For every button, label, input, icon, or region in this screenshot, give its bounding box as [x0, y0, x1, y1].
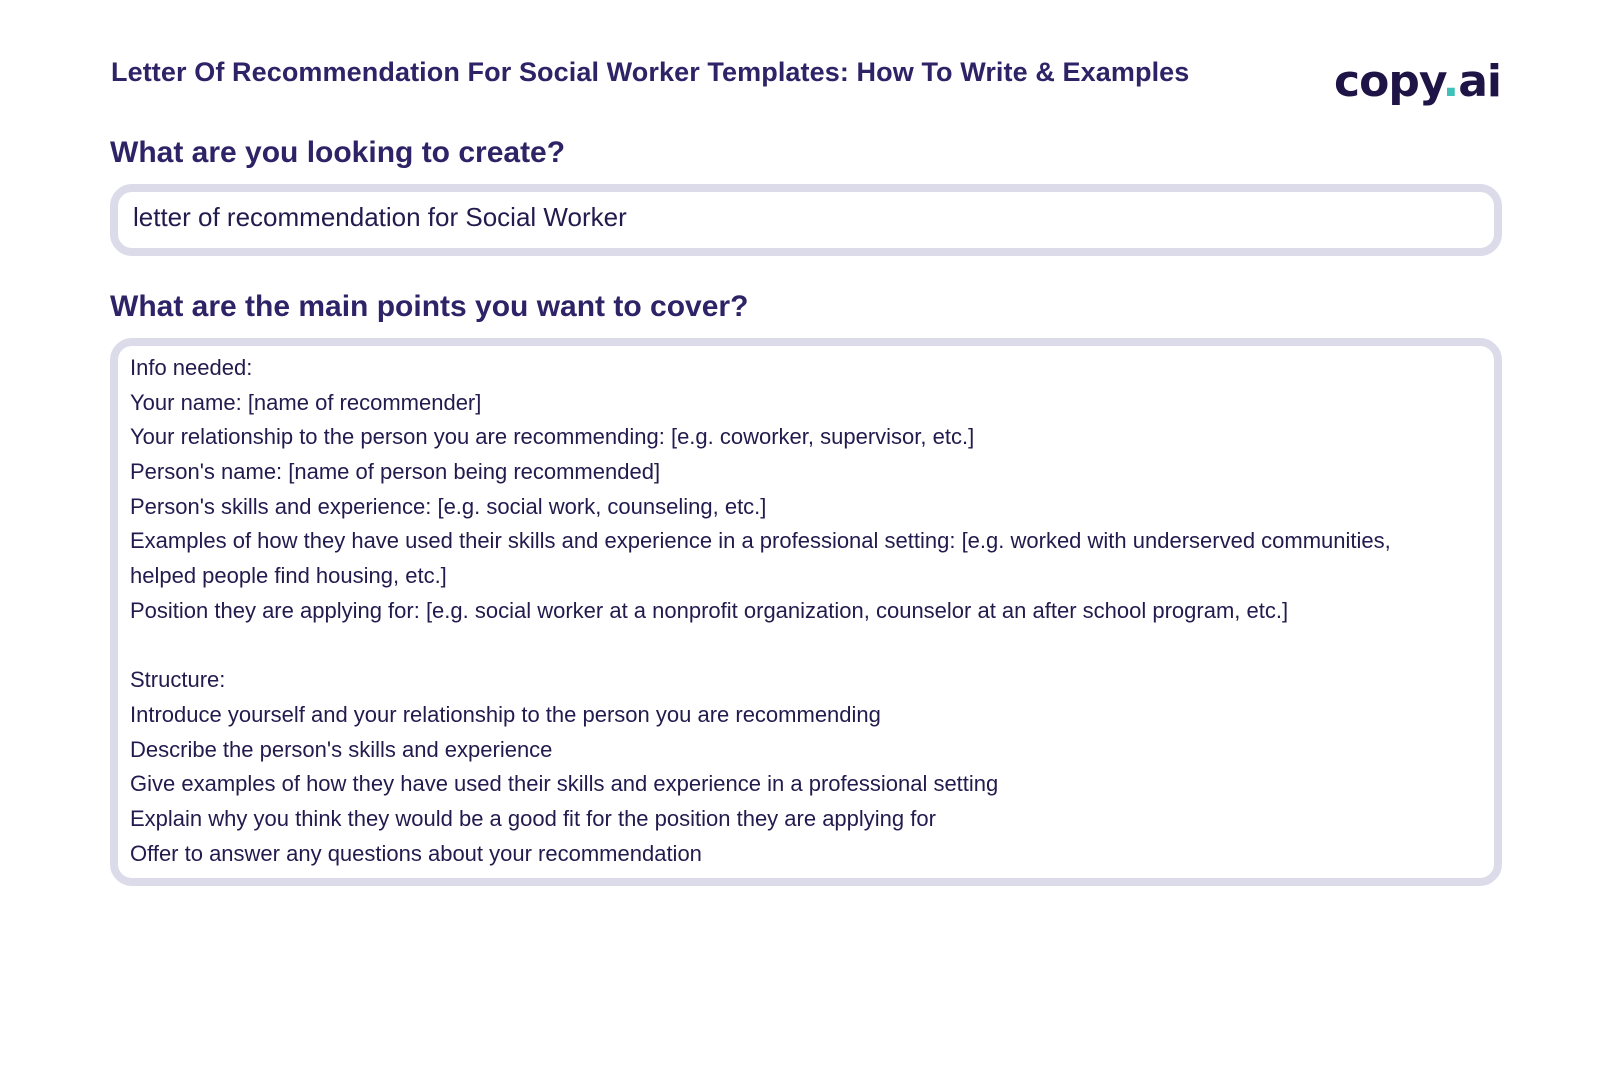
textarea-blank-line	[130, 629, 1474, 664]
textarea-line: Your relationship to the person you are recommending: [e.g. coworker, supervisor, etc.]	[130, 424, 975, 450]
logo-text-ai: ai	[1458, 56, 1501, 107]
logo-dot: .	[1442, 56, 1459, 107]
textarea-line: Your name: [name of recommender]	[130, 389, 482, 415]
textarea-line: Person's name: [name of person being recommended]	[130, 459, 661, 485]
textarea-line: Info needed:	[130, 355, 253, 380]
textarea-line: Give examples of how they have used their skills and experience in a professional setting	[130, 771, 999, 797]
header	[111, 52, 1501, 112]
textarea-line: Person's skills and experience: [e.g. social work, counseling, etc.]	[130, 493, 767, 519]
textarea-line: helped people find housing, etc.]	[130, 563, 447, 589]
textarea-line: Describe the person's skills and experience	[130, 736, 553, 762]
points-textarea-content	[130, 351, 1474, 871]
create-question-label: What are you looking to create?	[110, 136, 566, 169]
textarea-line: Position they are applying for: [e.g. social worker at a nonprofit organization, counselor at an after school program, etc.]	[130, 597, 1289, 623]
textarea-line: Offer to answer any questions about your recommendation	[130, 840, 702, 866]
textarea-line: Examples of how they have used their skills and experience in a professional setting: [e.g. worked with underserved communities,	[130, 528, 1391, 554]
page-title: Letter Of Recommendation For Social Worker Templates: How To Write & Examples	[111, 57, 1190, 87]
points-textarea[interactable]	[110, 338, 1502, 886]
textarea-line: Introduce yourself and your relationship to the person you are recommending	[130, 701, 881, 727]
points-question-label: What are the main points you want to cover?	[110, 290, 749, 323]
create-input[interactable]	[110, 184, 1502, 256]
copy-ai-logo[interactable]	[1334, 52, 1501, 112]
textarea-line: Explain why you think they would be a good fit for the position they are applying for	[130, 805, 936, 831]
textarea-line: Structure:	[130, 667, 226, 693]
create-input-value: letter of recommendation for Social Worker	[133, 202, 627, 232]
logo-text-copy: copy	[1334, 56, 1443, 107]
